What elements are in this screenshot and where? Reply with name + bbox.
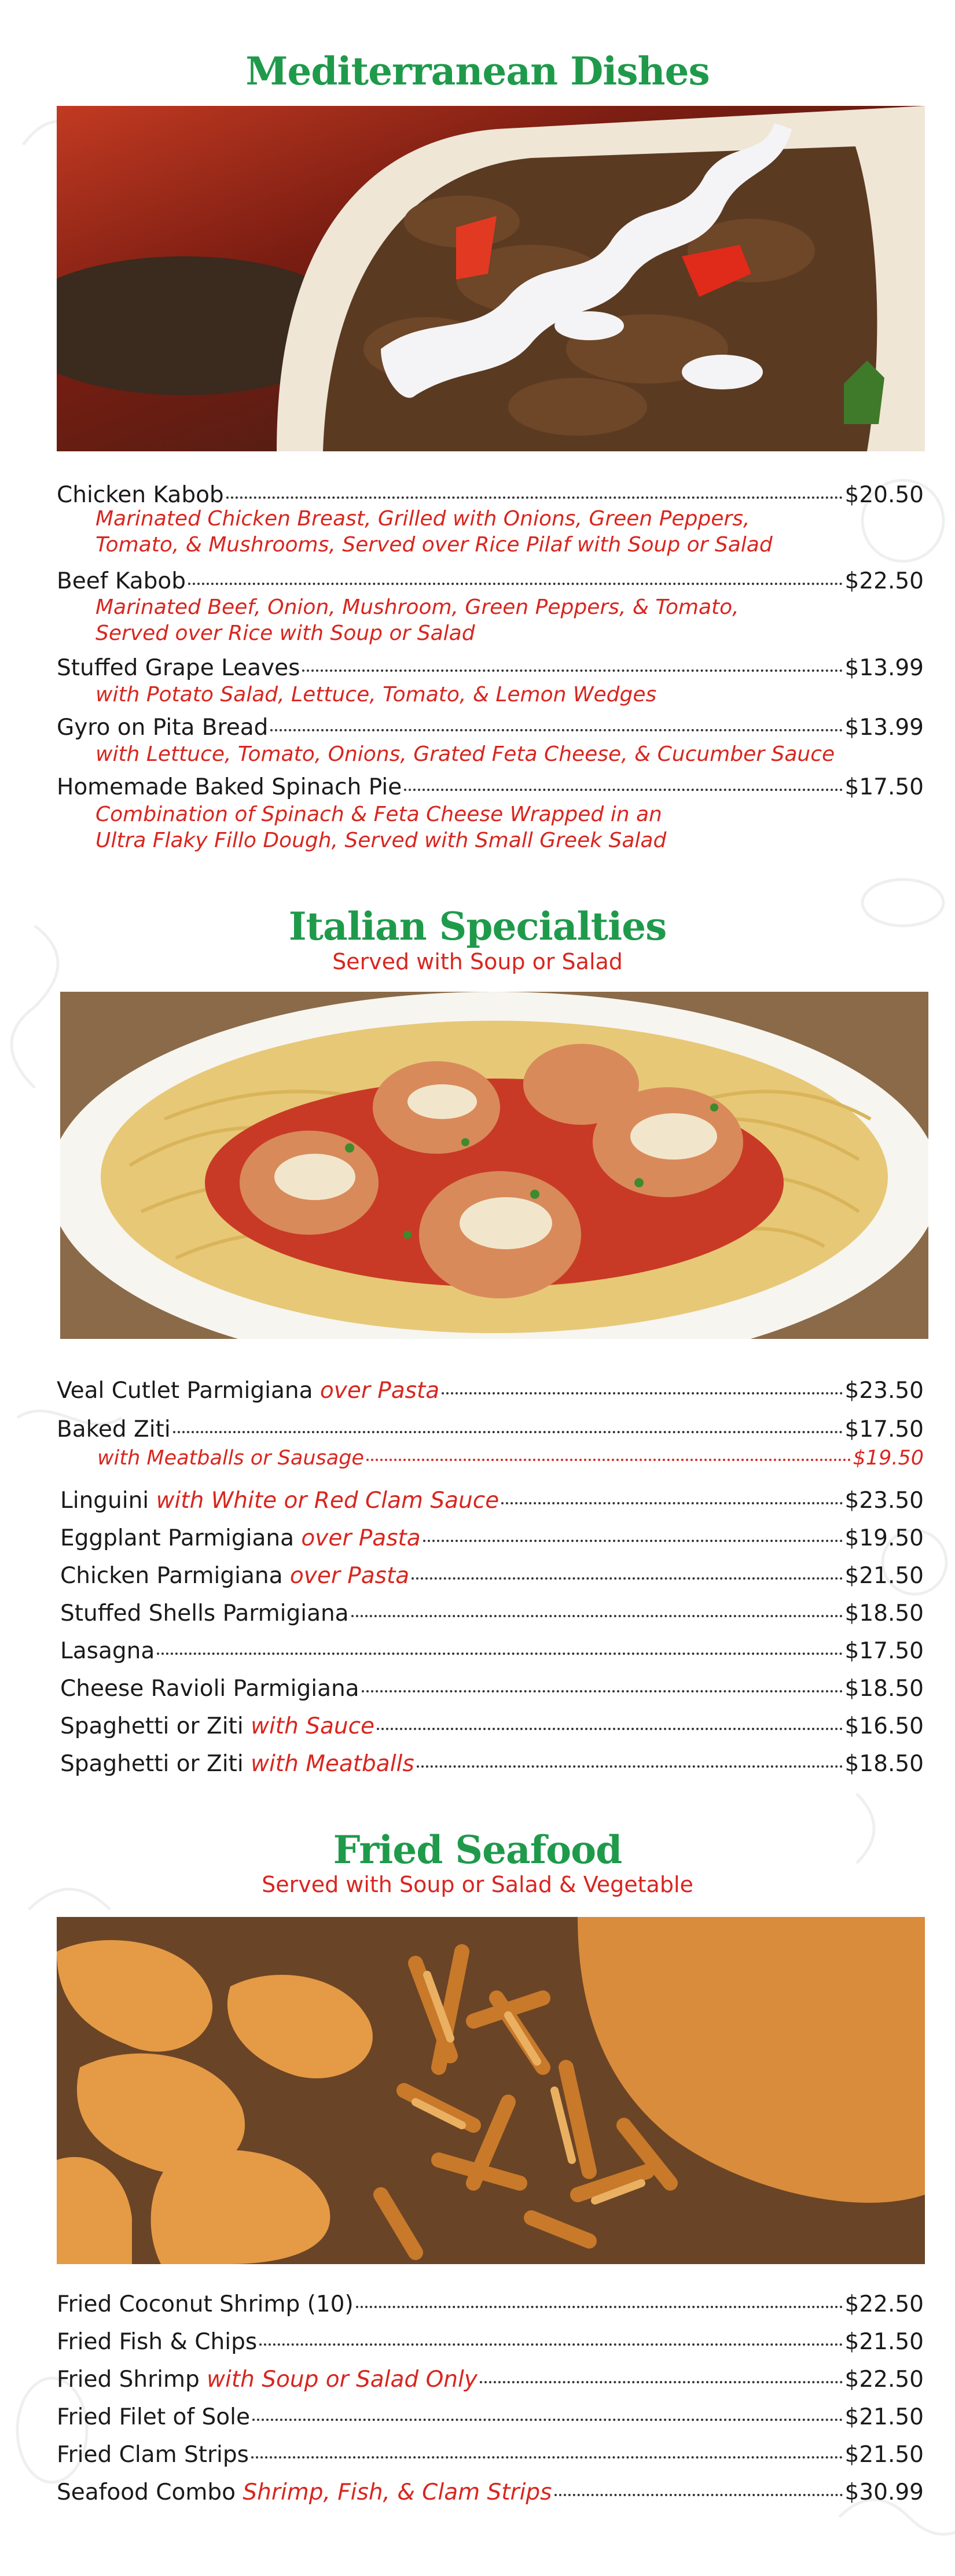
item-price: $17.50 [844, 774, 924, 800]
dotted-leader [554, 2494, 843, 2496]
menu-item-eggplant-parmigiana [60, 1527, 924, 1550]
dotted-leader [259, 2343, 842, 2346]
item-price: $18.50 [844, 1600, 924, 1626]
dotted-leader [362, 1690, 843, 1692]
dotted-leader [302, 669, 842, 672]
menu-item-stuffed-shells [60, 1602, 924, 1625]
item-name: Stuffed Shells Parmigiana [60, 1600, 349, 1626]
item-price: $21.50 [844, 1563, 924, 1589]
item-price: $22.50 [844, 2367, 924, 2393]
item-price: $17.50 [844, 1638, 924, 1664]
dotted-leader [417, 1765, 843, 1768]
item-name: Chicken Kabob [57, 482, 224, 508]
dotted-leader [157, 1653, 842, 1655]
item-description: Served over Rice with Soup or Salad [95, 621, 475, 645]
menu-item-clam-strips [57, 2443, 924, 2466]
dotted-leader [251, 2456, 843, 2459]
item-price: $19.50 [853, 1447, 924, 1470]
menu-item-beef-kabob [57, 570, 924, 593]
menu-item-stuffed-grape-leaves [57, 657, 924, 679]
item-name: Eggplant Parmigiana [60, 1525, 294, 1551]
item-note: with Meatballs or Sausage [97, 1447, 364, 1470]
item-name: Seafood Combo [57, 2479, 236, 2505]
dotted-leader [366, 1459, 851, 1461]
dotted-leader [404, 789, 842, 791]
menu-item-fish-chips [57, 2331, 924, 2353]
item-price: $19.50 [844, 1525, 924, 1551]
item-price: $21.50 [844, 2329, 924, 2355]
dotted-leader [252, 2419, 843, 2421]
item-name: Fried Coconut Shrimp (10) [57, 2291, 354, 2317]
item-price: $23.50 [844, 1378, 924, 1404]
item-name: Fried Filet of Sole [57, 2404, 250, 2430]
dotted-leader [423, 1540, 843, 1542]
menu-item-veal-cutlet [57, 1379, 924, 1402]
item-name: Spaghetti or Ziti [60, 1713, 244, 1739]
item-price: $13.99 [844, 655, 924, 681]
item-name: Chicken Parmigiana [60, 1563, 283, 1589]
item-price: $17.50 [844, 1416, 924, 1442]
item-description: with Lettuce, Tomato, Onions, Grated Feta Cheese, & Cucumber Sauce [95, 742, 835, 766]
dotted-leader [501, 1502, 842, 1504]
item-name: Veal Cutlet Parmigiana [57, 1378, 313, 1404]
dotted-leader [173, 1431, 843, 1433]
item-name: Stuffed Grape Leaves [57, 655, 300, 681]
item-note: with Sauce [251, 1713, 375, 1739]
menu-item-linguini [60, 1489, 924, 1512]
item-price: $22.50 [844, 2291, 924, 2317]
menu-item-chicken-parmigiana [60, 1565, 924, 1587]
item-description: with Potato Salad, Lettuce, Tomato, & Lemon Wedges [95, 683, 657, 706]
item-name: Linguini [60, 1488, 149, 1514]
item-name: Cheese Ravioli Parmigiana [60, 1676, 359, 1702]
item-name: Homemade Baked Spinach Pie [57, 774, 402, 800]
item-note: over Pasta [301, 1525, 421, 1551]
fried-seafood-photo [57, 1917, 925, 2264]
menu-item-baked-ziti [57, 1418, 924, 1441]
item-description: Marinated Chicken Breast, Grilled with Onions, Green Peppers, [95, 507, 750, 531]
menu-item-seafood-combo [57, 2481, 924, 2504]
item-name: Gyro on Pita Bread [57, 715, 269, 741]
dotted-leader [412, 1577, 842, 1580]
menu-item-spaghetti-meatballs [60, 1753, 924, 1775]
item-description: Tomato, & Mushrooms, Served over Rice Pilaf with Soup or Salad [95, 533, 773, 557]
menu-item-gyro [57, 716, 924, 739]
item-note: Shrimp, Fish, & Clam Strips [243, 2479, 552, 2505]
item-price: $13.99 [844, 715, 924, 741]
dotted-leader [480, 2381, 843, 2383]
item-name: Beef Kabob [57, 568, 186, 594]
menu-item-lasagna [60, 1640, 924, 1662]
item-price: $16.50 [844, 1713, 924, 1739]
menu-item-baked-ziti-option [97, 1448, 924, 1469]
dotted-leader [351, 1615, 843, 1617]
dotted-leader [442, 1392, 842, 1394]
item-note: over Pasta [319, 1378, 440, 1404]
italian-heading: Italian Specialties [288, 904, 667, 949]
item-name: Fried Clam Strips [57, 2442, 249, 2468]
menu-item-chicken-kabob [57, 484, 924, 506]
menu-item-coconut-shrimp [57, 2293, 924, 2316]
dotted-leader [377, 1728, 843, 1730]
item-note: with Soup or Salad Only [207, 2367, 477, 2393]
item-description: Combination of Spinach & Feta Cheese Wrapped in an [95, 803, 662, 826]
item-name: Spaghetti or Ziti [60, 1751, 244, 1777]
menu-item-cheese-ravioli [60, 1677, 924, 1700]
item-price: $22.50 [844, 568, 924, 594]
dotted-leader [226, 496, 843, 499]
item-price: $23.50 [844, 1488, 924, 1514]
italian-subheading: Served with Soup or Salad [332, 949, 623, 974]
item-description: Marinated Beef, Onion, Mushroom, Green Peppers, & Tomato, [95, 595, 739, 619]
menu-item-spaghetti-sauce [60, 1715, 924, 1738]
item-description: Ultra Flaky Fillo Dough, Served with Small Greek Salad [95, 829, 667, 852]
menu-item-spinach-pie [57, 776, 924, 798]
item-name: Fried Fish & Chips [57, 2329, 258, 2355]
item-name: Fried Shrimp [57, 2367, 200, 2393]
item-note: over Pasta [289, 1563, 410, 1589]
mediterranean-heading: Mediterranean Dishes [245, 49, 710, 94]
shrimp-spaghetti-photo [60, 992, 928, 1339]
item-name: Lasagna [60, 1638, 155, 1664]
item-price: $30.99 [844, 2479, 924, 2505]
item-note: with White or Red Clam Sauce [156, 1488, 499, 1514]
seafood-subheading: Served with Soup or Salad & Vegetable [262, 1872, 693, 1897]
item-price: $21.50 [844, 2442, 924, 2468]
gyro-pita-photo [57, 106, 925, 451]
item-note: with Meatballs [251, 1751, 414, 1777]
item-name: Baked Ziti [57, 1416, 171, 1442]
menu-item-filet-of-sole [57, 2406, 924, 2428]
item-price: $18.50 [844, 1676, 924, 1702]
seafood-heading: Fried Seafood [333, 1827, 622, 1872]
dotted-leader [188, 583, 843, 585]
item-price: $21.50 [844, 2404, 924, 2430]
menu-item-fried-shrimp [57, 2368, 924, 2391]
item-price: $20.50 [844, 482, 924, 508]
item-price: $18.50 [844, 1751, 924, 1777]
dotted-leader [356, 2306, 843, 2308]
dotted-leader [270, 729, 842, 731]
